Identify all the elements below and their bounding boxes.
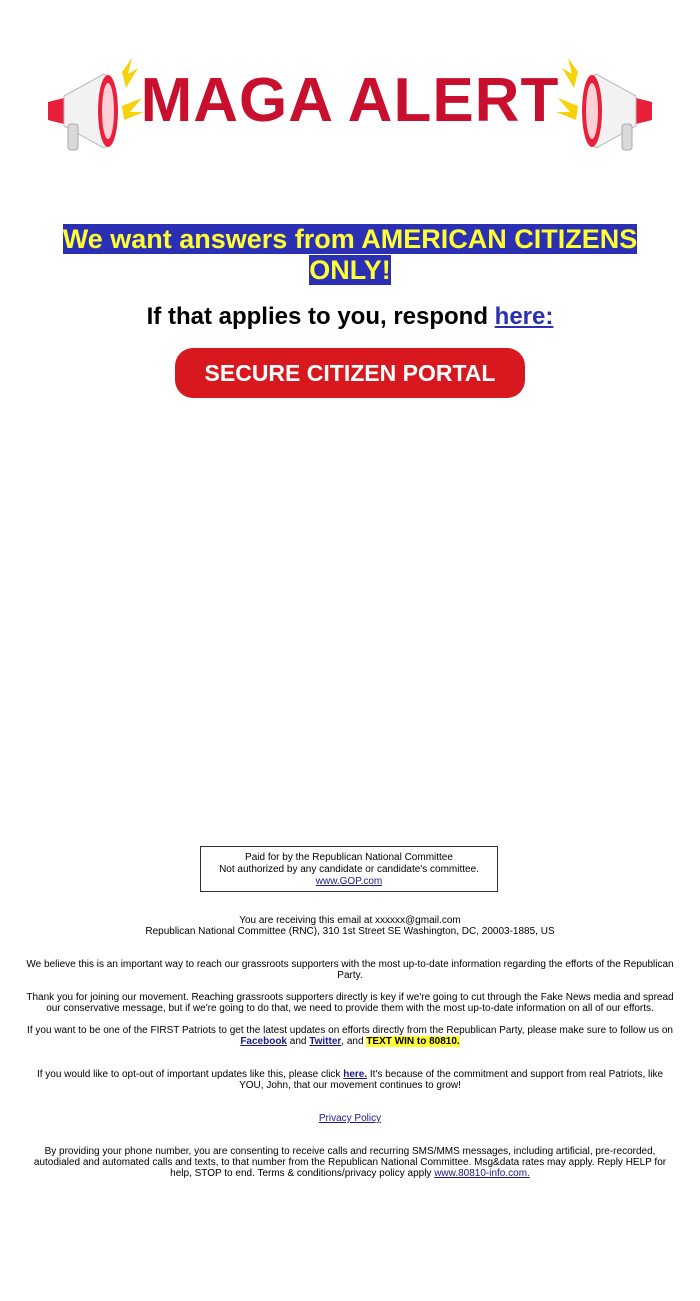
gop-link[interactable]: www.GOP.com	[315, 876, 383, 887]
headline-text: We want answers from AMERICAN CITIZENS ONLY!	[62, 224, 638, 285]
banner-title: MAGA ALERT	[140, 66, 560, 135]
consent-paragraph	[24, 1146, 676, 1179]
respond-here-link[interactable]: here:	[494, 303, 554, 330]
megaphone-icon	[546, 54, 666, 154]
optout-paragraph	[24, 1069, 676, 1091]
privacy-policy-link[interactable]: Privacy Policy	[318, 1113, 382, 1124]
rnc-address: Republican National Committee (RNC), 310 1st Street SE Washington, DC, 20003-1885, US	[145, 926, 555, 937]
respond-text: If that applies to you, respond	[146, 303, 495, 330]
receiving-notice	[24, 915, 676, 937]
follow-and: and	[287, 1036, 310, 1047]
follow-prefix: If you want to be one of the FIRST Patriots to get the latest updates on efforts directly from the Republican Party, please make sure to follow us on	[27, 1025, 673, 1036]
receiving-line-1: You are receiving this email at xxxxxx@gmail.com	[239, 915, 461, 926]
consent-text: By providing your phone number, you are consenting to receive calls and recurring SMS/MMS messages, including artificial, pre-recorded, autodialed and automated calls and texts, to that number from the Republican National Committee. Msg&data rates may apply. Reply HELP for help, STOP to end. Terms & conditions/privacy policy apply	[33, 1146, 667, 1179]
paid-for-disclaimer	[200, 846, 498, 892]
disclaimer-line-2: Not authorized by any candidate or candidate's committee.	[219, 864, 479, 875]
disclaimer-line-1: Paid for by the Republican National Committee	[245, 852, 453, 863]
headline	[40, 224, 660, 286]
facebook-link[interactable]: Facebook	[240, 1036, 287, 1047]
text-win-highlight: TEXT WIN to 80810.	[366, 1036, 460, 1047]
follow-and-2: , and	[341, 1036, 367, 1047]
info-80810-link[interactable]: www.80810-info.com.	[434, 1168, 530, 1179]
respond-line	[0, 302, 700, 332]
twitter-link[interactable]: Twitter	[309, 1036, 342, 1047]
follow-paragraph	[24, 1025, 676, 1047]
believe-paragraph: We believe this is an important way to reach our grassroots supporters with the most up-to-date information regarding the efforts of the Republican Party.	[26, 959, 674, 981]
optout-prefix: If you would like to opt-out of important updates like this, please click	[36, 1069, 344, 1080]
maga-alert-banner	[30, 50, 670, 158]
thanks-paragraph: Thank you for joining our movement. Reaching grassroots supporters directly is key if we're going to cut through the Fake News media and spread our conservative message, but if we're going to do that, we need to provide them with the most up-to-date information on all of our efforts.	[26, 992, 674, 1014]
optout-here-link[interactable]: here.	[343, 1069, 368, 1080]
privacy-policy-row	[24, 1113, 676, 1124]
secure-citizen-portal-button[interactable]: SECURE CITIZEN PORTAL	[175, 348, 525, 398]
optout-suffix: It's because of the commitment and support from real Patriots, like YOU, John, that our movement continues to grow!	[239, 1069, 664, 1091]
